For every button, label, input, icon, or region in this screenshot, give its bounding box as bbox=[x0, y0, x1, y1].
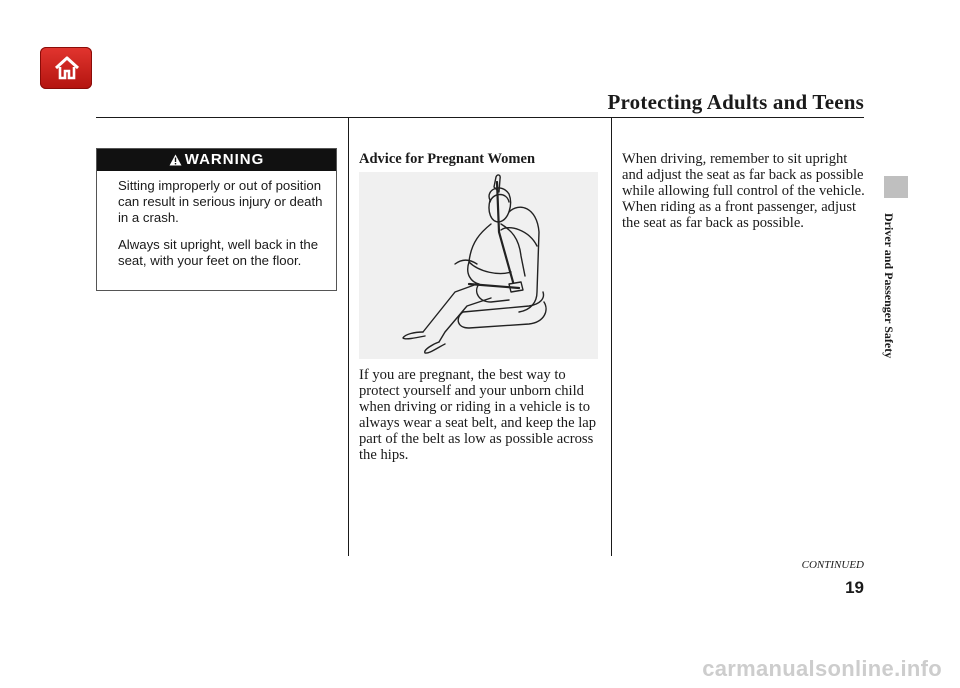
home-button[interactable] bbox=[40, 47, 92, 89]
section-side-title: Driver and Passenger Safety bbox=[882, 213, 896, 359]
home-icon bbox=[54, 56, 80, 80]
page-title: Protecting Adults and Teens bbox=[607, 90, 864, 114]
pregnant-woman-seatbelt-illustration bbox=[359, 172, 598, 359]
header-rule bbox=[96, 117, 864, 118]
warning-heading: WARNING bbox=[184, 151, 265, 168]
column-divider bbox=[348, 118, 349, 556]
column-divider bbox=[611, 118, 612, 556]
section-heading: Advice for Pregnant Women bbox=[359, 151, 536, 167]
page-number: 19 bbox=[845, 578, 864, 597]
section-tab-marker[interactable] bbox=[884, 176, 908, 198]
section-body: If you are pregnant, the best way to protect yourself and your unborn child when driving or riding in a vehicle is to always wear a seat belt, and keep the lap part of the belt as low as possible across the hips. bbox=[359, 367, 597, 464]
warning-paragraph: Sitting improperly or out of position can result in serious injury or death in a crash. bbox=[118, 178, 323, 225]
warning-triangle-icon bbox=[169, 154, 182, 166]
warning-paragraph: Always sit upright, well back in the seat, with your feet on the floor. bbox=[118, 237, 319, 268]
column3-body: When driving, remember to sit upright and adjust the seat as far back as possible while allowing full control of the vehicle. When riding as a front passenger, adjust the seat as far back as possible. bbox=[622, 151, 865, 232]
warning-header bbox=[97, 149, 336, 171]
continued-label: CONTINUED bbox=[801, 559, 864, 571]
warning-box bbox=[96, 148, 337, 291]
watermark: carmanualsonline.info bbox=[702, 656, 942, 681]
